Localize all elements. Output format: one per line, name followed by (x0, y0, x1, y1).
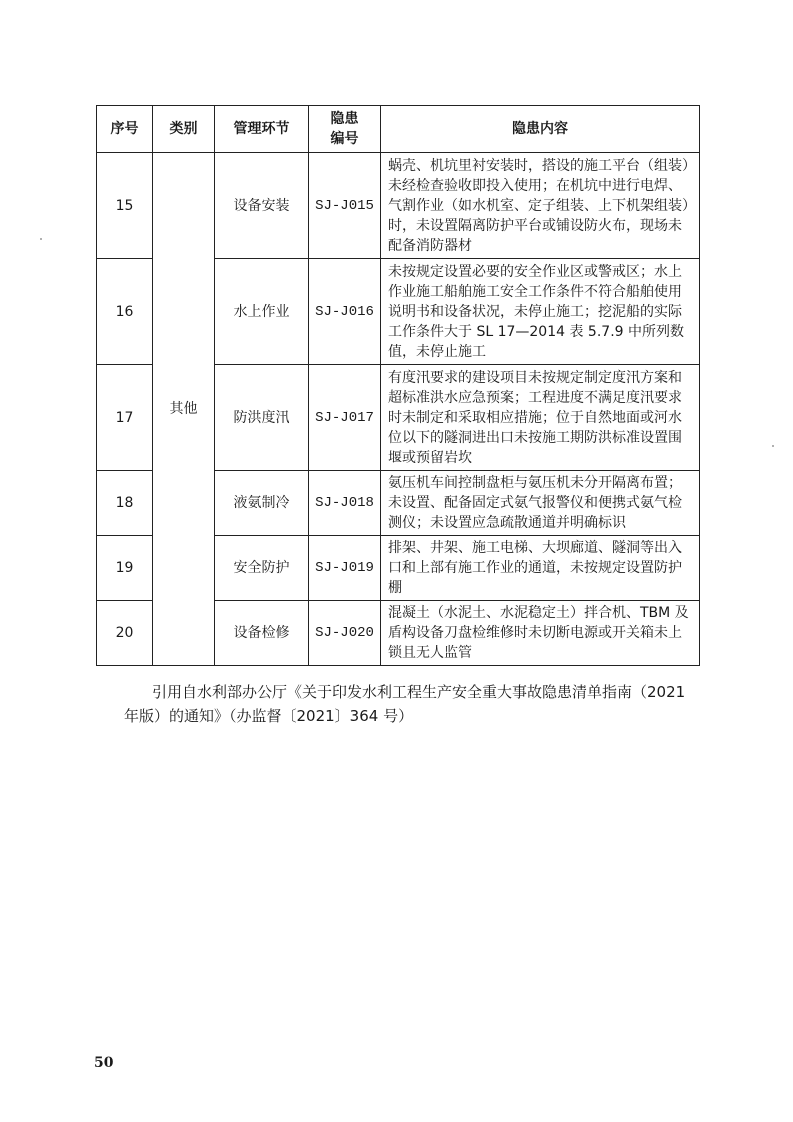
row-content: 未按规定设置必要的安全作业区或警戒区；水上作业施工船舶施工安全工作条件不符合船舶使用说明书和设备状况，未停止施工；挖泥船的实际工作条件大于 SL 17—2014 表 5.7.9 中所列数值，未停止施工 (381, 259, 700, 365)
row-stage: 防洪度汛 (215, 365, 309, 471)
row-seq: 20 (97, 601, 153, 666)
row-code: SJ-J019 (309, 536, 381, 601)
row-content: 排架、井架、施工电梯、大坝廊道、隧洞等出入口和上部有施工作业的通道，未按规定设置防护棚 (381, 536, 700, 601)
row-code: SJ-J020 (309, 601, 381, 666)
row-stage: 水上作业 (215, 259, 309, 365)
table-header-row (97, 106, 700, 153)
header-code (309, 106, 381, 153)
row-code: SJ-J017 (309, 365, 381, 471)
row-content: 混凝土（水泥土、水泥稳定土）拌合机、TBM 及盾构设备刀盘检维修时未切断电源或开关箱未上锁且无人监管 (381, 601, 700, 666)
row-code: SJ-J018 (309, 471, 381, 536)
row-stage: 液氨制冷 (215, 471, 309, 536)
row-stage: 设备检修 (215, 601, 309, 666)
row-stage: 设备安装 (215, 153, 309, 259)
header-category: 类别 (153, 106, 215, 153)
row-content: 氨压机车间控制盘柜与氨压机未分开隔离布置；未设置、配备固定式氨气报警仪和便携式氨气检测仪；未设置应急疏散通道并明确标识 (381, 471, 700, 536)
page-number: 50 (94, 1055, 114, 1071)
row-seq: 16 (97, 259, 153, 365)
row-seq: 19 (97, 536, 153, 601)
row-seq: 18 (97, 471, 153, 536)
row-content: 有度汛要求的建设项目未按规定制定度汛方案和超标准洪水应急预案；工程进度不满足度汛要求时未制定和采取相应措施；位于自然地面或河水位以下的隧洞进出口未按施工期防洪标准设置围堰或预留岩坎 (381, 365, 700, 471)
row-content: 蜗壳、机坑里衬安装时，搭设的施工平台（组装）未经检查验收即投入使用；在机坑中进行电焊、气割作业（如水机室、定子组装、上下机架组装）时，未设置隔离防护平台或铺设防火布，现场未配备消防器材 (381, 153, 700, 259)
row-code: SJ-J015 (309, 153, 381, 259)
header-stage: 管理环节 (215, 106, 309, 153)
row-seq: 15 (97, 153, 153, 259)
header-seq: 序号 (97, 106, 153, 153)
header-code-line1: 隐患 (330, 111, 359, 127)
row-code: SJ-J016 (309, 259, 381, 365)
category-cell: 其他 (153, 153, 215, 666)
scan-speck (40, 238, 42, 240)
row-seq: 17 (97, 365, 153, 471)
hazard-table (96, 105, 700, 666)
table-row (97, 153, 700, 259)
scan-speck (772, 445, 774, 447)
source-note: 引用自水利部办公厅《关于印发水利工程生产安全重大事故隐患清单指南（2021 年版）的通知》（办监督〔2021〕364 号） (124, 683, 686, 725)
header-content: 隐患内容 (381, 106, 700, 153)
header-code-line2: 编号 (330, 131, 359, 147)
row-stage: 安全防护 (215, 536, 309, 601)
